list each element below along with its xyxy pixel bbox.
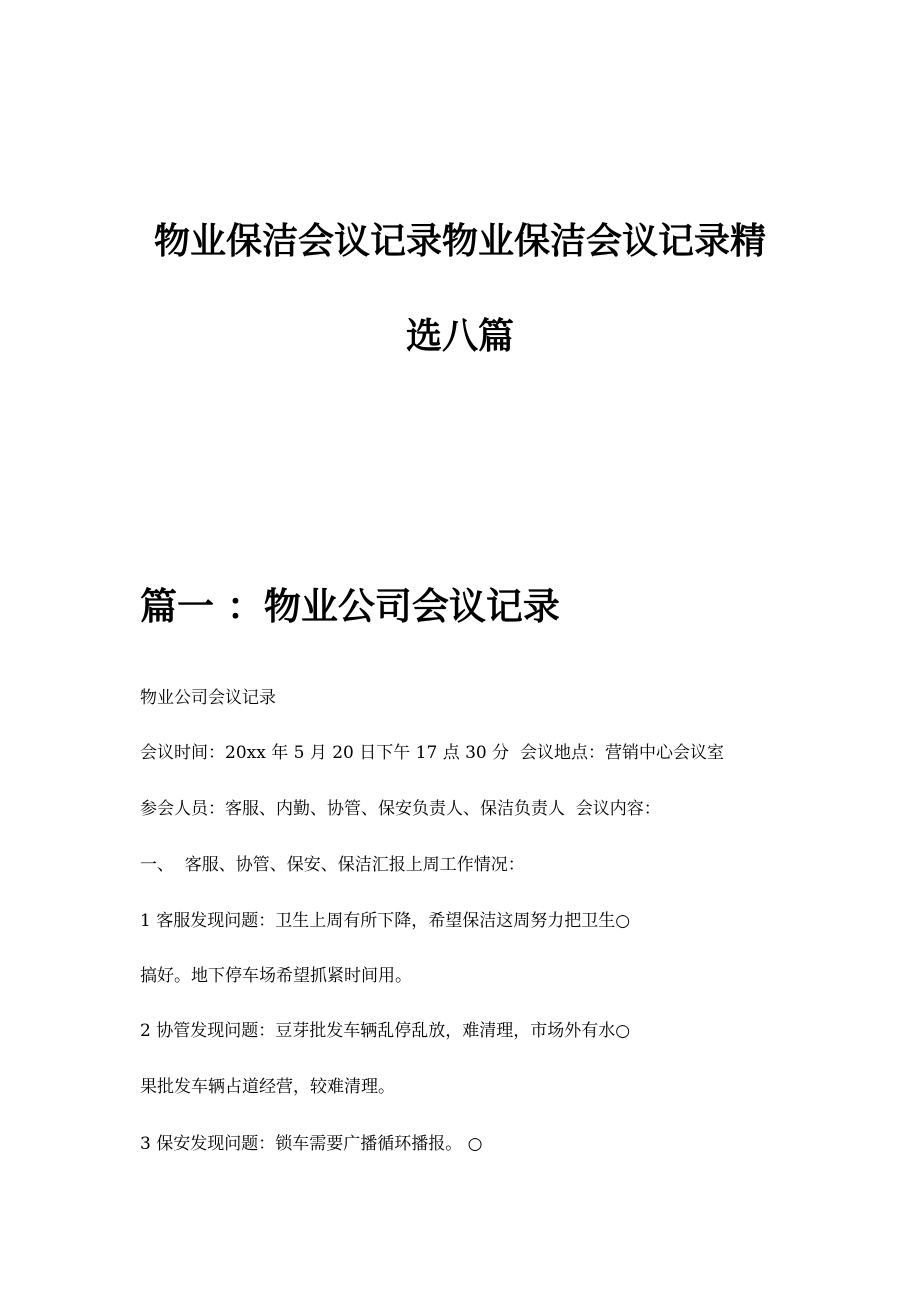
section-heading: 篇一 ：物业公司会议记录 <box>140 584 560 628</box>
paragraph-coordination-issue-cont: 果批发车辆占道经营，较难清理。 <box>140 1077 395 1097</box>
paragraph-customer-service-issue-cont: 搞好。地下停车场希望抓紧时间用。 <box>140 966 412 986</box>
paragraph-coordination-issue: 2 协管发现问题：豆芽批发车辆乱停乱放，难清理，市场外有水○ <box>140 1021 631 1041</box>
document-title-line-2: 选八篇 <box>405 315 514 357</box>
paragraph-item-one: 一、 客服、协管、保安、保洁汇报上周工作情况： <box>140 855 525 875</box>
paragraph-meeting-time: 会议时间：20xx 年 5 月 20 日下午 17 点 30 分 会议地点：营销中心会议室 <box>140 743 724 763</box>
paragraph-customer-service-issue: 1 客服发现问题：卫生上周有所下降，希望保洁这周努力把卫生○ <box>140 911 631 931</box>
paragraph-security-issue: 3 保安发现问题：锁车需要广播循环播报。 ○ <box>140 1134 483 1154</box>
paragraph-subtitle: 物业公司会议记录 <box>140 688 276 708</box>
paragraph-attendees: 参会人员：客服、内勤、协管、保安负责人、保洁负责人 会议内容： <box>140 799 661 819</box>
document-title-line-1: 物业保洁会议记录物业保洁会议记录精 <box>153 220 766 262</box>
